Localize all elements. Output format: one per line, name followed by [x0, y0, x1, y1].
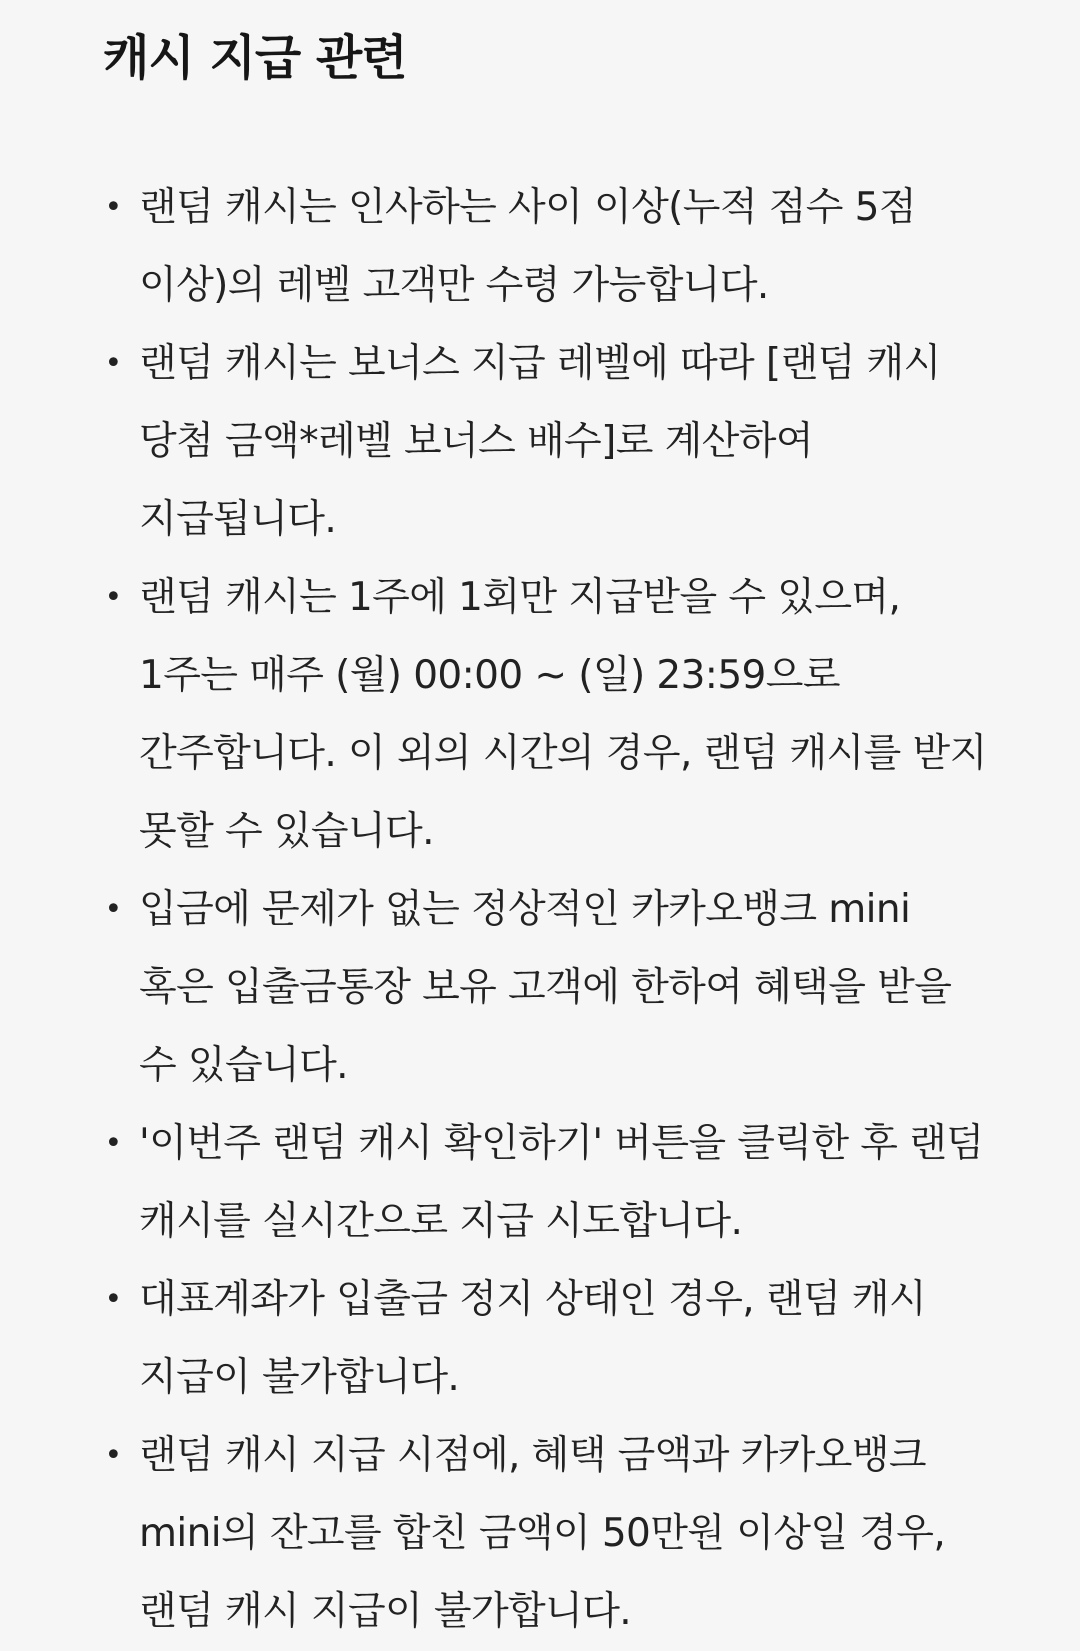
bullet-icon: • [104, 346, 122, 381]
list-item [103, 1417, 992, 1651]
section-title: 캐시 지급 관련 [103, 30, 407, 86]
list-item [103, 169, 992, 325]
list-item [103, 1261, 992, 1417]
bullet-icon: • [104, 580, 122, 615]
notice-text: 랜덤 캐시는 인사하는 사이 이상(누적 점수 5점 이상)의 레벨 고객만 수령 가능합니다. [139, 185, 916, 308]
notice-text: 입금에 문제가 없는 정상적인 카카오뱅크 mini 혹은 입출금통장 보유 고객에 한하여 혜택을 받을 수 있습니다. [139, 887, 952, 1088]
bullet-icon: • [104, 892, 122, 927]
notice-text: 랜덤 캐시는 1주에 1회만 지급받을 수 있으며, 1주는 매주 (월) 00:00 ~ (일) 23:59으로 간주합니다. 이 외의 시간의 경우, 랜덤 캐시를 받지 못할 수 있습니다. [139, 575, 987, 854]
notice-list [103, 169, 992, 1651]
list-item [103, 1105, 992, 1261]
bullet-icon: • [104, 1282, 122, 1317]
list-item [103, 325, 992, 559]
notice-text: 랜덤 캐시는 보너스 지급 레벨에 따라 [랜덤 캐시 당첨 금액*레벨 보너스 배수]로 계산하여 지급됩니다. [139, 341, 941, 542]
notice-text: 랜덤 캐시 지급 시점에, 혜택 금액과 카카오뱅크 mini의 잔고를 합친 금액이 50만원 이상일 경우, 랜덤 캐시 지급이 불가합니다. [139, 1433, 946, 1634]
bullet-icon: • [104, 190, 122, 225]
notice-text: 대표계좌가 입출금 정지 상태인 경우, 랜덤 캐시 지급이 불가합니다. [139, 1277, 926, 1400]
list-item [103, 871, 992, 1105]
bullet-icon: • [104, 1126, 122, 1161]
notice-text: '이번주 랜덤 캐시 확인하기' 버튼을 클릭한 후 랜덤 캐시를 실시간으로 지급 시도합니다. [139, 1121, 984, 1244]
bullet-icon: • [104, 1438, 122, 1473]
list-item [103, 559, 992, 871]
